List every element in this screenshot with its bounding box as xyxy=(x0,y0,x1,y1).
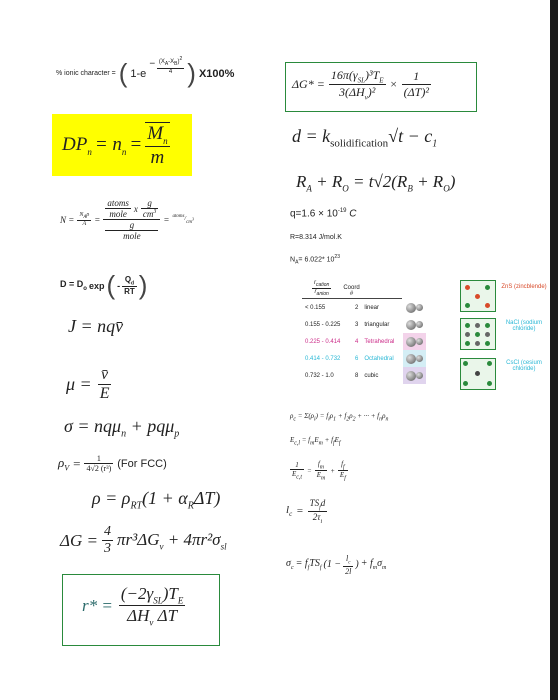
nucleation-free-energy-formula: ΔG = $\frac{4}{3}$ $\pi r^3\Delta G_v + 4\pi r^2\sigma_{sl}$ xyxy=(60,524,227,556)
current-density-formula: J = nqv̄ xyxy=(68,316,124,336)
page-edge-bar xyxy=(550,0,558,700)
composite-strength-formula: $\sigma_c$ = $f_fTS_f$ (1 − $\frac{l_c}{2l}$ ) + $f_m\sigma_m$ xyxy=(286,554,387,576)
degree-of-polymerization-formula: $DP_n$ = $n_n$ = $\frac{M_n}{m}$ xyxy=(62,123,168,168)
ionic-character-formula: % ionic character = ( 1-e − $\frac{(X_A-X_B)^2}{4}$ ) X100% xyxy=(56,56,235,88)
gas-constant: R=8.314 J/mol.K xyxy=(290,234,342,241)
tetrahedral-structure-icon xyxy=(406,337,416,347)
resistivity-temperature-formula: $\rho = \rho_{RT}(1 + \alpha_R\Delta T)$ xyxy=(92,488,221,512)
conductivity-formula: σ = nqμ$_n$ + pqμ$_p$ xyxy=(64,416,180,440)
mobility-formula: μ = $\frac{v̄}{E}$ xyxy=(66,366,110,402)
coordination-table: $\frac{r_{cation}}{r_{anion}}$ Coord # < 0.155 2 linear 0.155 - 0.225 3 triangular 0.225 - 0.414 4 Tetrahedral 0.414 - 0.732 6 Octahedral 0.732 - 1.0 8 cubic xyxy=(302,280,426,384)
critical-free-energy-formula: ΔG* = $\frac{16\pi(\gamma_{SL})^3T_E}{3(\Delta H_v)^2}$ × $\frac{1}{\text{(ΔT)²}}$ xyxy=(292,68,429,102)
longitudinal-modulus-formula: $E_{c,l} = f_mE_m + f_fE_f$ xyxy=(290,436,341,447)
atoms-per-volume-formula: N = $\frac{N_A\rho}{A}$ = $\frac{\text{atoms}}{\text{mole}}$ x $\frac{g}{cm^3}$ g mole = $^{atoms}/_{cm^3}$ xyxy=(60,198,195,241)
sodium-chloride-crystal-icon xyxy=(460,318,496,350)
table-row: 0.732 - 1.0 8 cubic xyxy=(302,367,426,384)
cesium-chloride-crystal-icon xyxy=(460,358,496,390)
octahedral-structure-icon xyxy=(406,354,416,364)
diffusion-formula: $D = D_o$ exp ( - $\frac{Q_d}{RT}$ ) xyxy=(60,270,148,300)
transverse-modulus-formula: $\frac{1}{E_{c,t}}$ = $\frac{f_m}{E_m}$ + $\frac{f_f}{E_f}$ xyxy=(292,460,346,482)
cesium-chloride-label: CsCl (cesium chloride) xyxy=(506,360,542,372)
tolerance-factor-formula: $R_A + R_O = t√2(R_B + R_O)$ xyxy=(296,172,456,194)
rho-v-formula: $\rho_V$ = $\frac{1}{\text{4√2 (r³)}}$ (For FCC) xyxy=(58,454,167,473)
composite-density-formula: $\rho_c = \Sigma(\rho_i) = f_i\rho_1 + f_2\rho_2$ + ··· + $f_n\rho_n$ xyxy=(290,412,389,423)
critical-radius-formula: r* = $\frac{(-2\gamma_{SL})T_E}{\Delta H_v \Delta T}$ xyxy=(82,584,184,628)
critical-fiber-length-formula: $l_c$ = $\frac{TS_fd}{2\tau_i}$ xyxy=(286,498,326,525)
cubic-structure-icon xyxy=(406,371,416,381)
table-row: 0.414 - 0.732 6 Octahedral xyxy=(302,350,426,367)
avogadro-constant: $N_A= 6.022*$ $10^{23}$ xyxy=(290,254,340,266)
table-row: 0.225 - 0.414 4 Tetrahedral xyxy=(302,333,426,350)
coordination-rows xyxy=(302,299,426,384)
elementary-charge-constant: $q=1.6 \times 10^{-19}$ C xyxy=(290,208,357,220)
table-row: < 0.155 2 linear xyxy=(302,299,426,316)
sodium-chloride-label: NaCl (sodium chloride) xyxy=(505,320,543,332)
triangular-structure-icon xyxy=(406,320,416,330)
table-row: 0.155 - 0.225 3 triangular xyxy=(302,316,426,333)
zincblende-label: ZnS (zincblende) xyxy=(501,284,547,290)
solidification-thickness-formula: $d = k_{solidification}√t - c_1$ xyxy=(292,126,438,150)
zincblende-crystal-icon xyxy=(460,280,496,312)
linear-structure-icon xyxy=(406,303,416,313)
